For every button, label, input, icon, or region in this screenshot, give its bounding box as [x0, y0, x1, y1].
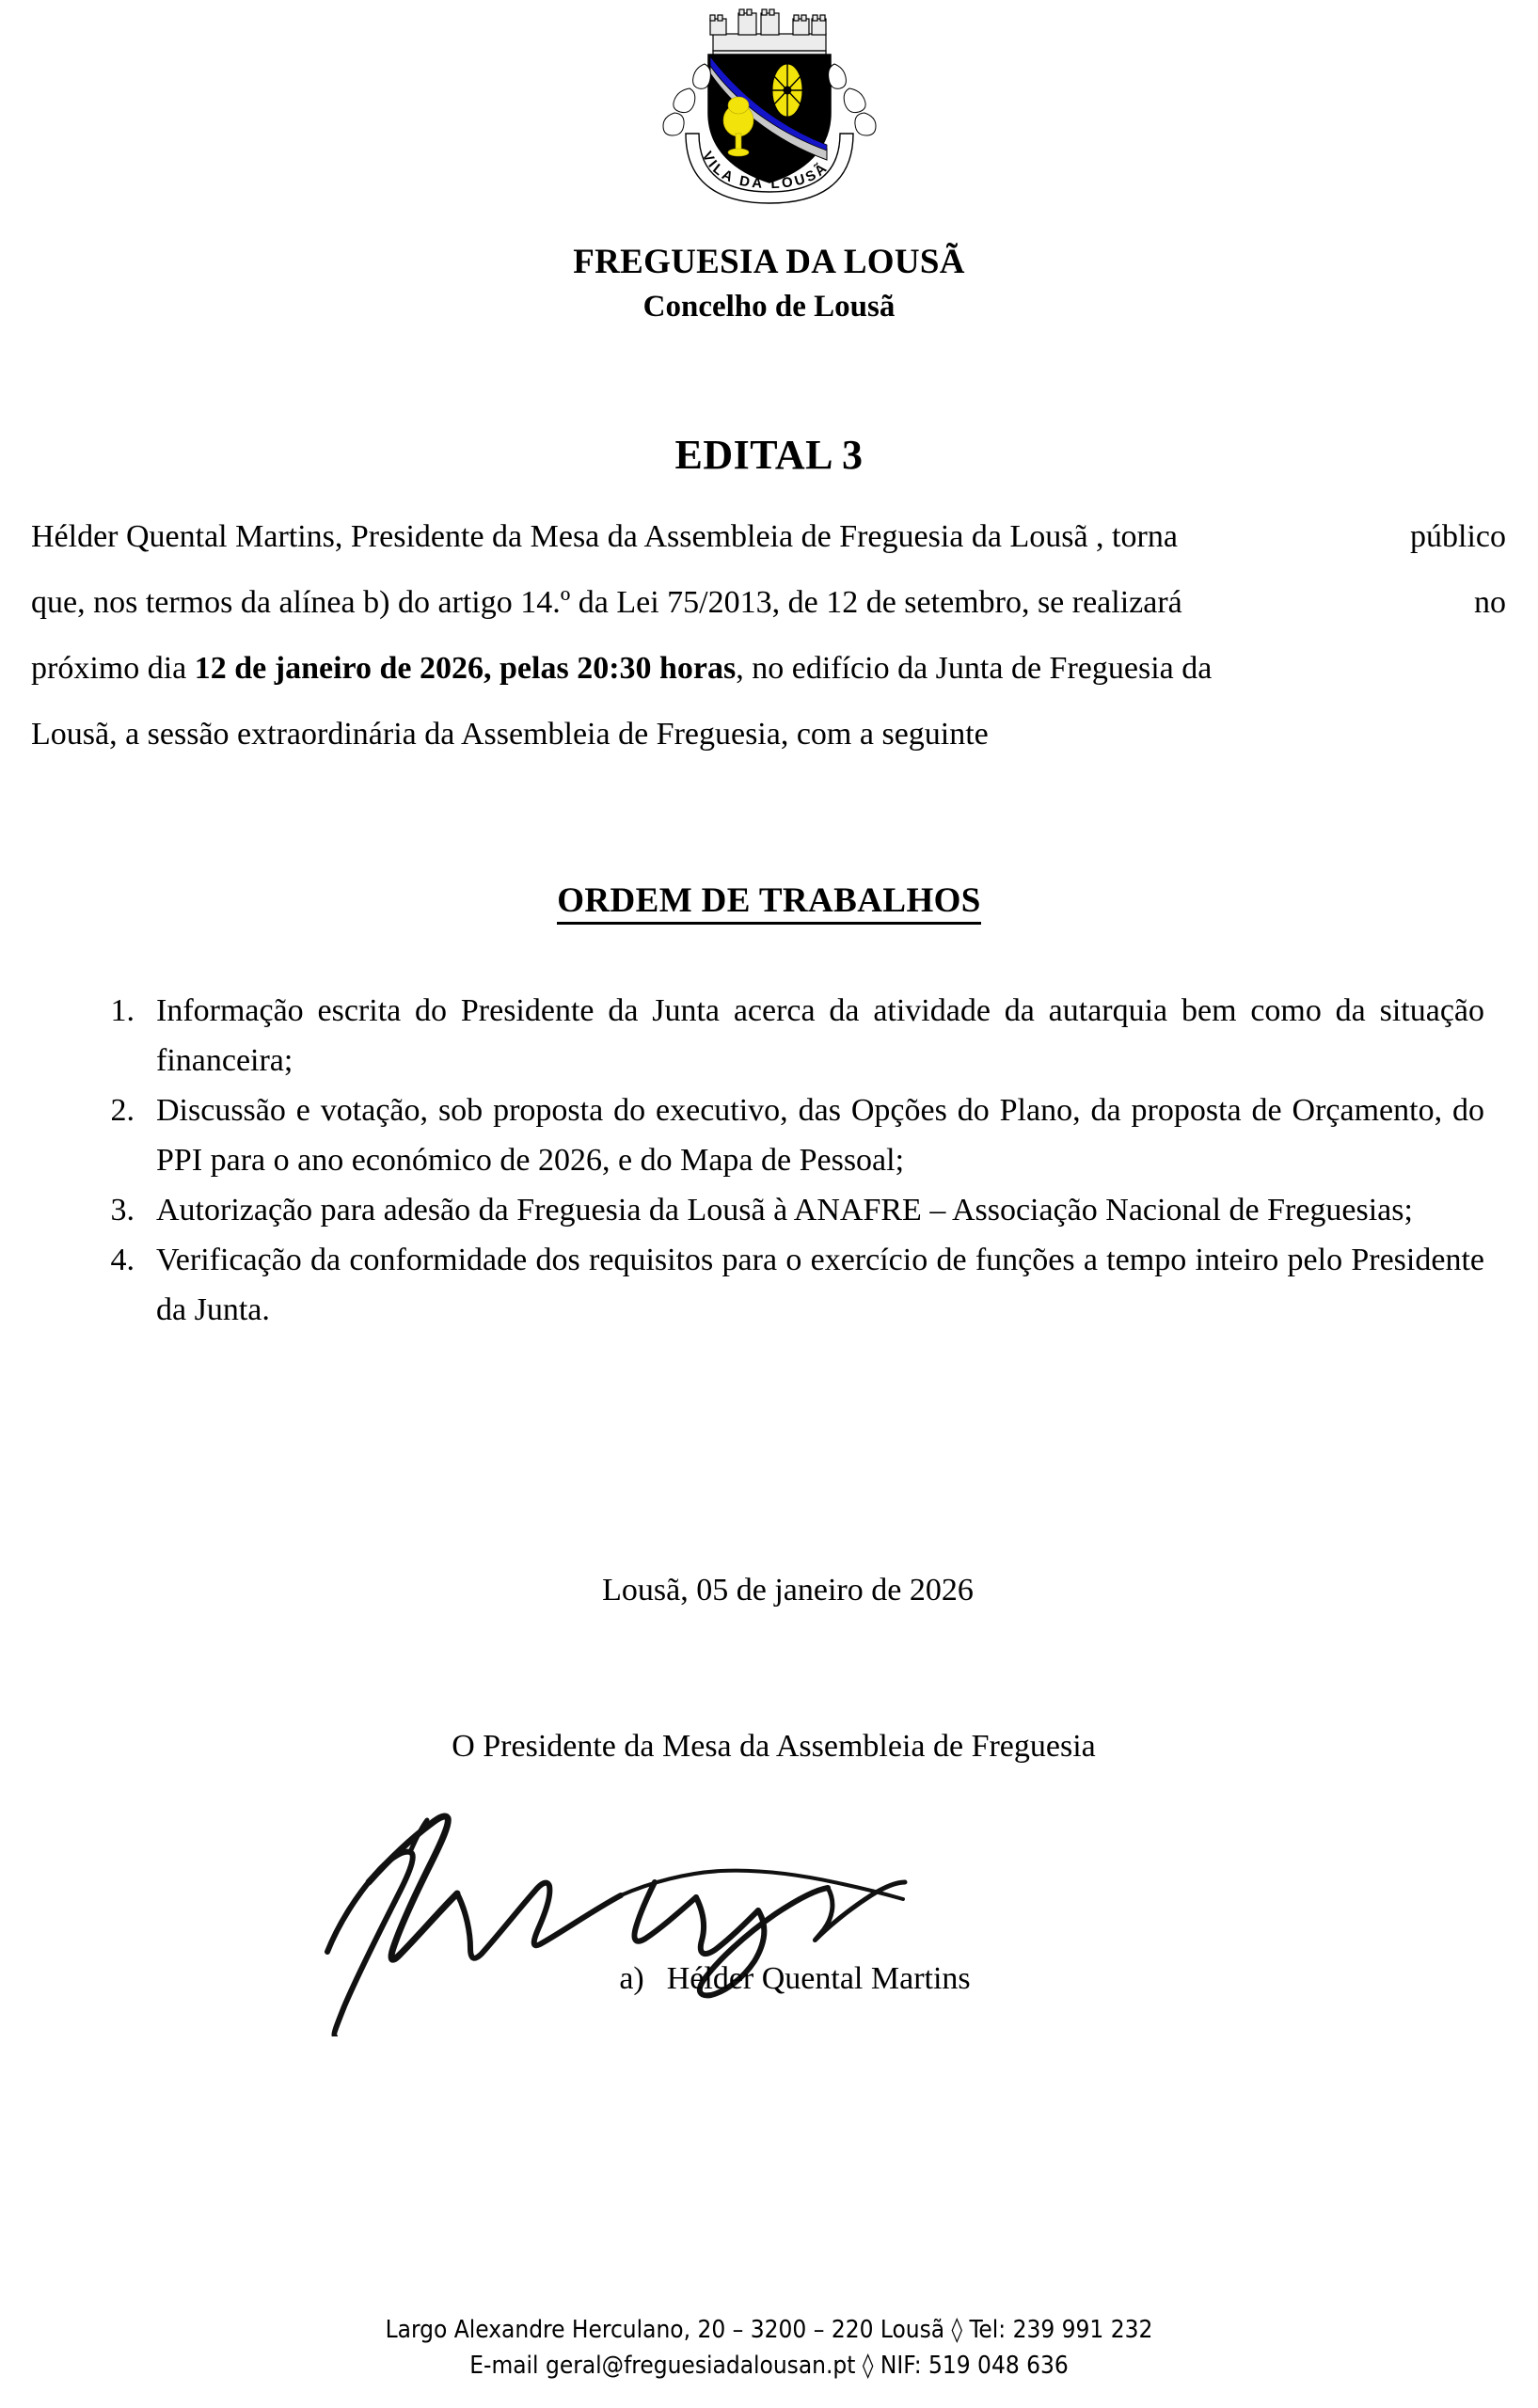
agenda-list	[83, 986, 1484, 1335]
footer-address: Largo Alexandre Herculano, 20 – 3200 – 220 Lousã ◊ Tel: 239 991 232	[385, 2316, 1153, 2344]
body-line-4: Lousã, a sessão extraordinária da Assembleia de Freguesia, com a seguinte	[31, 717, 989, 752]
body-line-2-tail: no	[1474, 585, 1506, 620]
agenda-heading-label: ORDEM DE TRABALHOS	[557, 881, 981, 925]
signature-marker: a)	[619, 1961, 644, 1996]
agenda-heading	[0, 880, 1538, 921]
meeting-datetime: 12 de janeiro de 2026, pelas 20:30 horas	[194, 651, 737, 686]
list-item	[83, 1235, 1484, 1335]
list-item-number: 1.	[110, 993, 135, 1028]
coat-of-arms-icon	[661, 8, 878, 205]
document-header	[0, 243, 1538, 325]
handwritten-signature-icon	[282, 1792, 922, 2036]
municipality-name: Concelho de Lousã	[642, 289, 896, 324]
list-item-text: Autorização para adesão da Freguesia da Lousã à ANAFRE – Associação Nacional de Freguesias;	[156, 1193, 1413, 1228]
signer-name-line	[0, 1961, 1538, 1997]
body-line-3	[31, 636, 1506, 702]
footer-contact: E-mail geral@freguesiadalousan.pt ◊ NIF: 519 048 636	[469, 2352, 1069, 2380]
body-line-2-text: que, nos termos da alínea b) do artigo 14.º da Lei 75/2013, de 12 de setembro, se realizará	[31, 585, 1182, 620]
list-item-number: 4.	[110, 1243, 135, 1277]
body-paragraph	[31, 504, 1506, 768]
page-footer	[0, 2312, 1538, 2384]
body-line-1	[31, 504, 1506, 570]
body-line-3-post: , no edifício da Junta de Freguesia da	[736, 651, 1213, 686]
organization-name: FREGUESIA DA LOUSÃ	[573, 243, 965, 281]
place-and-date: Lousã, 05 de janeiro de 2026	[602, 1573, 974, 1608]
list-item-number: 2.	[110, 1093, 135, 1128]
list-item	[83, 1085, 1484, 1185]
body-line-1-tail: público	[1410, 519, 1506, 554]
banner-text: VILA DA LOUSÃ	[698, 149, 832, 193]
signer-role: O Presidente da Mesa da Assembleia de Freguesia	[452, 1729, 1096, 1764]
list-item	[83, 986, 1484, 1085]
list-item-number: 3.	[110, 1193, 135, 1228]
list-item-text: Discussão e votação, sob proposta do executivo, das Opções do Plano, da proposta de Orçamento, do PPI para o ano económico de 2026, e do Mapa de Pessoal;	[156, 1093, 1484, 1178]
crest-container	[0, 8, 1538, 205]
signature-area	[282, 1792, 1035, 2036]
list-item	[83, 1185, 1484, 1235]
list-item-text: Informação escrita do Presidente da Junta acerca da atividade da autarquia bem como da situação financeira;	[156, 993, 1484, 1078]
body-line-2	[31, 570, 1506, 636]
list-item-text: Verificação da conformidade dos requisitos para o exercício de funções a tempo inteiro pelo Presidente da Junta.	[156, 1243, 1484, 1327]
signer-name: Hélder Quental Martins	[666, 1961, 971, 1996]
document-title: EDITAL 3	[674, 432, 864, 478]
body-line-1-text: Hélder Quental Martins, Presidente da Mesa da Assembleia de Freguesia da Lousã , torna	[31, 519, 1178, 554]
body-line-3-pre: próximo dia	[31, 651, 195, 686]
